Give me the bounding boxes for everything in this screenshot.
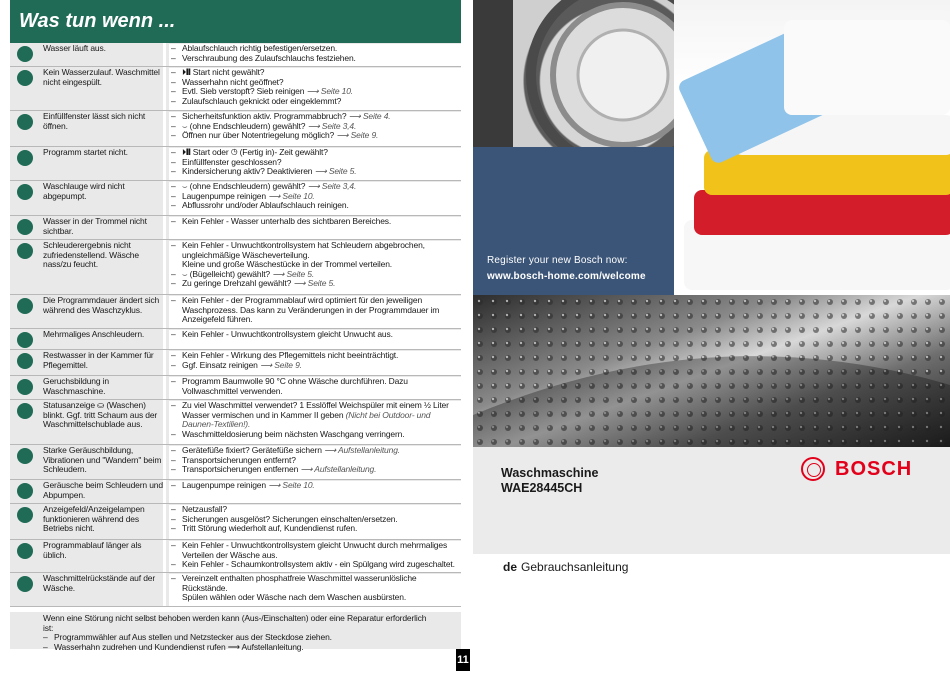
action-text: Zu geringe Drehzahl gewählt? xyxy=(182,278,292,289)
column-divider xyxy=(163,504,166,539)
action-text: Zulaufschlauch geknickt oder eingeklemmt? xyxy=(182,95,342,106)
action-text: Tritt Störung wiederholt auf, Kundendienst rufen. xyxy=(182,523,358,534)
drum-texture-image xyxy=(473,295,950,447)
problem-text: Starke Geräuschbildung, Vibrationen und "Wandern" beim Schleudern. xyxy=(43,445,162,474)
troubleshooting-header xyxy=(10,0,461,43)
problem-text: Restwasser in der Kammer für Pflegemittel. xyxy=(43,350,154,370)
column-divider xyxy=(163,216,166,239)
right-page xyxy=(473,0,950,674)
action-item: – Waschmitteldosierung beim nächsten Waschgang verringern. xyxy=(171,428,405,439)
product-panel xyxy=(473,447,950,554)
action-item: – Ablaufschlauch richtig befestigen/ersetzen. xyxy=(171,43,338,53)
problem-text: Die Programmdauer ändert sich während des Waschzyklus. xyxy=(43,295,160,315)
action-item: – Abflussrohr und/oder Ablaufschlauch reinigen. xyxy=(171,200,349,211)
action-text: Öffnen nur über Notentriegelung möglich? xyxy=(182,130,335,141)
action-text: Kein Fehler - Unwuchtkontrollsystem gleicht Unwucht aus. xyxy=(182,329,393,339)
table-row xyxy=(10,400,461,445)
page-reference: ⟶ Seite 3,4. xyxy=(307,120,357,131)
bullet-icon xyxy=(17,70,33,86)
bosch-logo-icon xyxy=(801,457,825,481)
action-text: Sicherungen ausgelöst? Sicherungen einschalten/ersetzen. xyxy=(182,513,398,524)
table-row xyxy=(10,329,461,350)
table-row xyxy=(10,573,461,607)
troubleshooting-title: Was tun wenn ... xyxy=(19,10,176,32)
footer-item: Programmwähler auf Aus stellen und Netzstecker aus der Steckdose ziehen. xyxy=(54,632,332,642)
action-text: Transportsicherungen entfernt? xyxy=(182,454,296,465)
bullet-icon xyxy=(17,353,33,369)
action-text: Abflussrohr und/oder Ablaufschlauch reinigen. xyxy=(182,200,349,211)
bullet-icon xyxy=(17,243,33,259)
action-item: – Sicherungen ausgelöst? Sicherungen einschalten/ersetzen. xyxy=(171,513,398,524)
action-item: – Kein Fehler - Wasser unterhalb des sichtbaren Bereiches. xyxy=(171,216,392,226)
action-item: – Sicherheitsfunktion aktiv. Programmabbruch? ⟶ Seite 4. xyxy=(171,111,391,121)
bullet-icon xyxy=(17,379,33,395)
action-text: Transportsicherungen entfernen xyxy=(182,464,299,475)
page-reference: ⟶ Seite 10. xyxy=(268,190,315,201)
action-item: – Netzausfall? xyxy=(171,504,227,514)
column-divider xyxy=(163,573,166,606)
action-item: – Gerätefüße fixiert? Gerätefüße sichern ⟶ Aufstellanleitung. xyxy=(171,445,401,455)
action-list xyxy=(169,296,461,328)
bullet-icon xyxy=(17,403,33,419)
table-row xyxy=(10,181,461,216)
footer-intro: Wenn eine Störung nicht selbst behoben werden kann (Aus-/Einschalten) oder eine Reparatur erforderlich ist: xyxy=(43,613,427,633)
page-reference: (Nicht bei Outdoor- und Daunen-Textilien!). xyxy=(182,409,431,430)
bullet-icon xyxy=(17,46,33,62)
problem-text: Waschmittelrückstände auf der Wäsche. xyxy=(43,573,156,593)
problem-text: Geruchsbildung in Waschmaschine. xyxy=(43,376,109,396)
problem-text: Anzeigefeld/Anzeigelampen funktionieren während des Betriebs nicht. xyxy=(43,504,145,533)
page-reference: ⟶ Seite 5. xyxy=(314,166,357,177)
bosch-logo-text: BOSCH xyxy=(835,458,913,480)
action-text: Kein Fehler - Schaumkontrollsystem aktiv - ein Spülgang wird zugeschaltet. xyxy=(182,559,455,570)
action-item: – Kein Fehler - Unwuchtkontrollsystem gleicht Unwucht durch mehrmaliges Verteilen der Wäsche aus. xyxy=(171,540,448,560)
table-row xyxy=(10,216,461,240)
action-list xyxy=(169,505,461,539)
column-divider xyxy=(163,445,166,479)
action-text: ⌣ (ohne Endschleudern) gewählt? xyxy=(182,120,306,131)
manual-title-line xyxy=(503,560,628,574)
column-divider xyxy=(163,376,166,399)
bullet-icon xyxy=(17,543,33,559)
page-reference: ⟶ Seite 10. xyxy=(268,480,315,490)
product-type: Waschmaschine xyxy=(501,466,599,480)
page-reference: ⟶ Seite 3,4. xyxy=(307,181,357,191)
table-row xyxy=(10,111,461,147)
left-page xyxy=(10,0,469,674)
action-list xyxy=(169,377,461,399)
action-list xyxy=(169,351,461,375)
table-row xyxy=(10,240,461,295)
action-item: – Kein Fehler - Unwuchtkontrollsystem gleicht Unwucht aus. xyxy=(171,329,393,339)
problem-text: Kein Wasserzulauf. Waschmittel nicht eingespült. xyxy=(43,67,160,87)
action-text: Kein Fehler - der Programmablauf wird optimiert für den jeweiligen Waschprozess. Das kann zu Veränderungen in der Programmdauer im Anzeigefeld führen. xyxy=(182,295,440,325)
action-text: Waschmitteldosierung beim nächsten Waschgang verringern. xyxy=(182,428,405,439)
table-row xyxy=(10,445,461,480)
action-item: – Kindersicherung aktiv? Deaktivieren ⟶ Seite 5. xyxy=(171,166,357,177)
action-text: Vereinzelt enthalten phosphatfreie Waschmittel wasserunlösliche Rückstände. xyxy=(182,573,417,593)
column-divider xyxy=(163,295,166,328)
column-divider xyxy=(163,540,166,572)
action-text: Evtl. Sieb verstopft? Sieb reinigen xyxy=(182,86,305,97)
action-item: – Kein Fehler - Wirkung des Pflegemittels nicht beeinträchtigt. xyxy=(171,350,399,360)
action-text: Kein Fehler - Wirkung des Pflegemittels nicht beeinträchtigt. xyxy=(182,350,399,360)
page-reference: ⟶ Seite 5. xyxy=(293,278,336,289)
action-item: – Einfüllfenster geschlossen? xyxy=(171,156,282,167)
action-list xyxy=(169,148,461,180)
action-text: Ablaufschlauch richtig befestigen/ersetzen. xyxy=(182,43,338,53)
action-item: – Zu geringe Drehzahl gewählt? ⟶ Seite 5. xyxy=(171,278,336,289)
action-item: – Transportsicherungen entfernen ⟶ Aufstellanleitung. xyxy=(171,464,377,475)
column-divider xyxy=(163,67,166,110)
drum-interior-photo xyxy=(473,295,950,447)
action-text: ⏵❙❙ Start nicht gewählt? xyxy=(182,67,265,77)
action-item: – ⌣ (Bügelleicht) gewählt? ⟶ Seite 5. xyxy=(171,268,315,279)
action-text: Sicherheitsfunktion aktiv. Programmabbruch? xyxy=(182,111,347,121)
action-item: – ⌣ (ohne Endschleudern) gewählt? ⟶ Seite 3,4. xyxy=(171,120,357,131)
problem-text: Programmablauf länger als üblich. xyxy=(43,540,142,560)
action-text: Einfüllfenster geschlossen? xyxy=(182,156,282,167)
page-reference: ⟶ Seite 4. xyxy=(348,111,391,121)
action-list xyxy=(169,68,461,110)
action-list xyxy=(169,330,461,349)
bullet-icon xyxy=(17,114,33,130)
page-reference: ⟶ Aufstellanleitung. xyxy=(324,445,401,455)
page-reference: ⟶ Aufstellanleitung. xyxy=(300,464,377,475)
bullet-icon xyxy=(17,298,33,314)
table-row xyxy=(10,67,461,111)
action-item: – Tritt Störung wiederholt auf, Kundendienst rufen. xyxy=(171,523,358,534)
product-model: WAE28445CH xyxy=(501,481,583,495)
column-divider xyxy=(163,43,166,66)
action-item: – Kein Fehler - der Programmablauf wird optimiert für den jeweiligen Waschprozess. Das kann zu Veränderungen in der Programmdauer im Anzeigefeld führen. xyxy=(171,295,440,325)
action-list xyxy=(169,182,461,215)
action-text: Verschraubung des Zulaufschlauchs festziehen. xyxy=(182,52,356,63)
drum-photo xyxy=(473,0,674,147)
table-row xyxy=(10,147,461,181)
column-divider xyxy=(163,181,166,215)
page-reference: ⟶ Seite 9. xyxy=(259,359,302,370)
table-row xyxy=(10,295,461,329)
drum-door-image xyxy=(473,0,674,147)
problem-text: Wasser läuft aus. xyxy=(43,43,106,53)
page-number: 11 xyxy=(456,649,470,671)
action-text: Spülen wählen oder Wäsche nach dem Waschen ausbürsten. xyxy=(182,592,407,603)
action-list xyxy=(169,481,461,503)
action-text: Kein Fehler - Unwuchtkontrollsystem hat Schleudern abgebrochen, ungleichmäßige Wäscheverteilung. xyxy=(182,240,425,260)
action-list xyxy=(169,44,461,66)
action-text: Kein Fehler - Wasser unterhalb des sichtbaren Bereiches. xyxy=(182,216,392,226)
page-reference: ⟶ Seite 9. xyxy=(336,130,379,141)
table-row xyxy=(10,43,461,67)
action-list xyxy=(169,401,461,444)
action-text: Laugenpumpe reinigen xyxy=(182,190,266,201)
action-item: – ⌣ (ohne Endschleudern) gewählt? ⟶ Seite 3,4. xyxy=(171,181,357,191)
action-item: – Laugenpumpe reinigen ⟶ Seite 10. xyxy=(171,190,315,201)
table-row xyxy=(10,504,461,540)
column-divider xyxy=(163,329,166,349)
action-text: Netzausfall? xyxy=(182,504,227,514)
action-list xyxy=(169,241,461,294)
laundry-photo xyxy=(674,0,950,295)
bullet-icon xyxy=(17,576,33,592)
bullet-icon xyxy=(17,507,33,523)
manual-title: Gebrauchsanleitung xyxy=(521,560,629,574)
action-text: Ggf. Einsatz reinigen xyxy=(182,359,258,370)
problem-text: Programm startet nicht. xyxy=(43,147,128,157)
action-item: – Zu viel Waschmittel verwendet? 1 Esslöffel Weichspüler mit einem ½ Liter Wasser vermischen und in Kammer II geben (Nicht bei Outdoor- und Daunen-Textilien!). xyxy=(171,400,449,430)
action-text: Kleine und große Wäschestücke in der Trommel verteilen. xyxy=(182,259,393,270)
bullet-icon xyxy=(17,150,33,166)
action-list xyxy=(169,217,461,239)
problem-text: Statusanzeige ⛀ (Waschen) blinkt. Ggf. tritt Schaum aus der Waschmittelschublade aus. xyxy=(43,400,158,429)
footer-item: Wasserhahn zudrehen und Kundendienst rufen ⟶ Aufstellanleitung. xyxy=(54,641,304,652)
action-text: Programm Baumwolle 90 °C ohne Wäsche durchführen. Dazu Vollwaschmittel verwenden. xyxy=(182,376,408,396)
action-list xyxy=(169,574,461,606)
action-text: Laugenpumpe reinigen xyxy=(182,480,266,490)
action-text: ⏵❙❙ Start oder ◷ (Fertig in)- Zeit gewählt? xyxy=(182,147,328,157)
language-code: de xyxy=(503,560,518,574)
action-item: – Ggf. Einsatz reinigen ⟶ Seite 9. xyxy=(171,359,302,370)
problem-text: Einfüllfenster lässt sich nicht öffnen. xyxy=(43,111,146,131)
action-item: – Laugenpumpe reinigen ⟶ Seite 10. xyxy=(171,480,315,490)
bullet-icon xyxy=(17,483,33,499)
action-item: – Zulaufschlauch geknickt oder eingeklemmt? xyxy=(171,95,342,106)
column-divider xyxy=(163,350,166,375)
action-item: – Verschraubung des Zulaufschlauchs festziehen. xyxy=(171,52,356,63)
register-url[interactable]: www.bosch-home.com/welcome xyxy=(487,271,646,282)
column-divider xyxy=(163,400,166,444)
problem-text: Geräusche beim Schleudern und Abpumpen. xyxy=(43,480,163,500)
problem-text: Schleuderergebnis nicht zufriedenstellend. Wäsche nass/zu feucht. xyxy=(43,240,139,269)
column-divider xyxy=(163,240,166,294)
action-text: ⌣ (ohne Endschleudern) gewählt? xyxy=(182,181,306,191)
troubleshooting-table xyxy=(10,43,461,607)
table-row xyxy=(10,376,461,400)
bosch-logo xyxy=(801,457,921,483)
action-text: Wasserhahn nicht geöffnet? xyxy=(182,76,284,87)
action-item: – ⏵❙❙ Start nicht gewählt? xyxy=(171,67,265,77)
action-item: – Kein Fehler - Unwuchtkontrollsystem hat Schleudern abgebrochen, ungleichmäßige Wäscheverteilung. xyxy=(171,240,425,260)
problem-text: Mehrmaliges Anschleudern. xyxy=(43,329,145,339)
action-item: – Kein Fehler - Schaumkontrollsystem aktiv - ein Spülgang wird zugeschaltet. xyxy=(171,559,455,570)
table-row xyxy=(10,480,461,504)
bullet-icon xyxy=(17,184,33,200)
action-item: – ⏵❙❙ Start oder ◷ (Fertig in)- Zeit gewählt? xyxy=(171,147,328,157)
action-text: Kindersicherung aktiv? Deaktivieren xyxy=(182,166,313,177)
action-item: – Vereinzelt enthalten phosphatfreie Waschmittel wasserunlösliche Rückstände. xyxy=(171,573,417,593)
action-list xyxy=(169,446,461,479)
bullet-icon xyxy=(17,332,33,348)
action-text: Gerätefüße fixiert? Gerätefüße sichern xyxy=(182,445,322,455)
action-text: Kein Fehler - Unwuchtkontrollsystem gleicht Unwucht durch mehrmaliges Verteilen der Wäsche aus. xyxy=(182,540,448,560)
table-row xyxy=(10,540,461,573)
problem-text: Wasser in der Trommel nicht sichtbar. xyxy=(43,216,147,236)
action-item: – Öffnen nur über Notentriegelung möglich? ⟶ Seite 9. xyxy=(171,130,379,141)
bullet-icon xyxy=(17,448,33,464)
page-reference: ⟶ Seite 5. xyxy=(272,268,315,279)
page-reference: ⟶ Seite 10. xyxy=(306,86,353,97)
problem-text: Waschlauge wird nicht abgepumpt. xyxy=(43,181,125,201)
column-divider xyxy=(163,147,166,180)
action-list xyxy=(169,541,461,572)
action-item: – Evtl. Sieb verstopft? Sieb reinigen ⟶ Seite 10. xyxy=(171,86,353,97)
column-divider xyxy=(163,480,166,503)
action-text: Zu viel Waschmittel verwendet? 1 Esslöffel Weichspüler mit einem ½ Liter Wasser vermischen und in Kammer II geben xyxy=(182,400,449,420)
bullet-icon xyxy=(17,219,33,235)
register-panel xyxy=(473,147,674,295)
action-item: – Transportsicherungen entfernt? xyxy=(171,454,296,465)
action-text: ⌣ (Bügelleicht) gewählt? xyxy=(182,268,270,279)
action-item: – Programm Baumwolle 90 °C ohne Wäsche durchführen. Dazu Vollwaschmittel verwenden. xyxy=(171,376,408,396)
register-text: Register your new Bosch now: xyxy=(487,255,628,266)
troubleshooting-footer: Wenn eine Störung nicht selbst behoben werden kann (Aus-/Einschalten) oder eine Reparatur erforderlich ist: – Programmwähler auf Aus stellen und Netzstecker aus der Steckdose ziehen. – Wasserhahn zudrehen und Kundendienst rufen ⟶ Aufstellanleitung. xyxy=(10,612,461,649)
table-row xyxy=(10,350,461,376)
action-item: – Wasserhahn nicht geöffnet? xyxy=(171,76,284,87)
column-divider xyxy=(163,111,166,146)
action-list xyxy=(169,112,461,146)
action-item xyxy=(171,593,461,603)
